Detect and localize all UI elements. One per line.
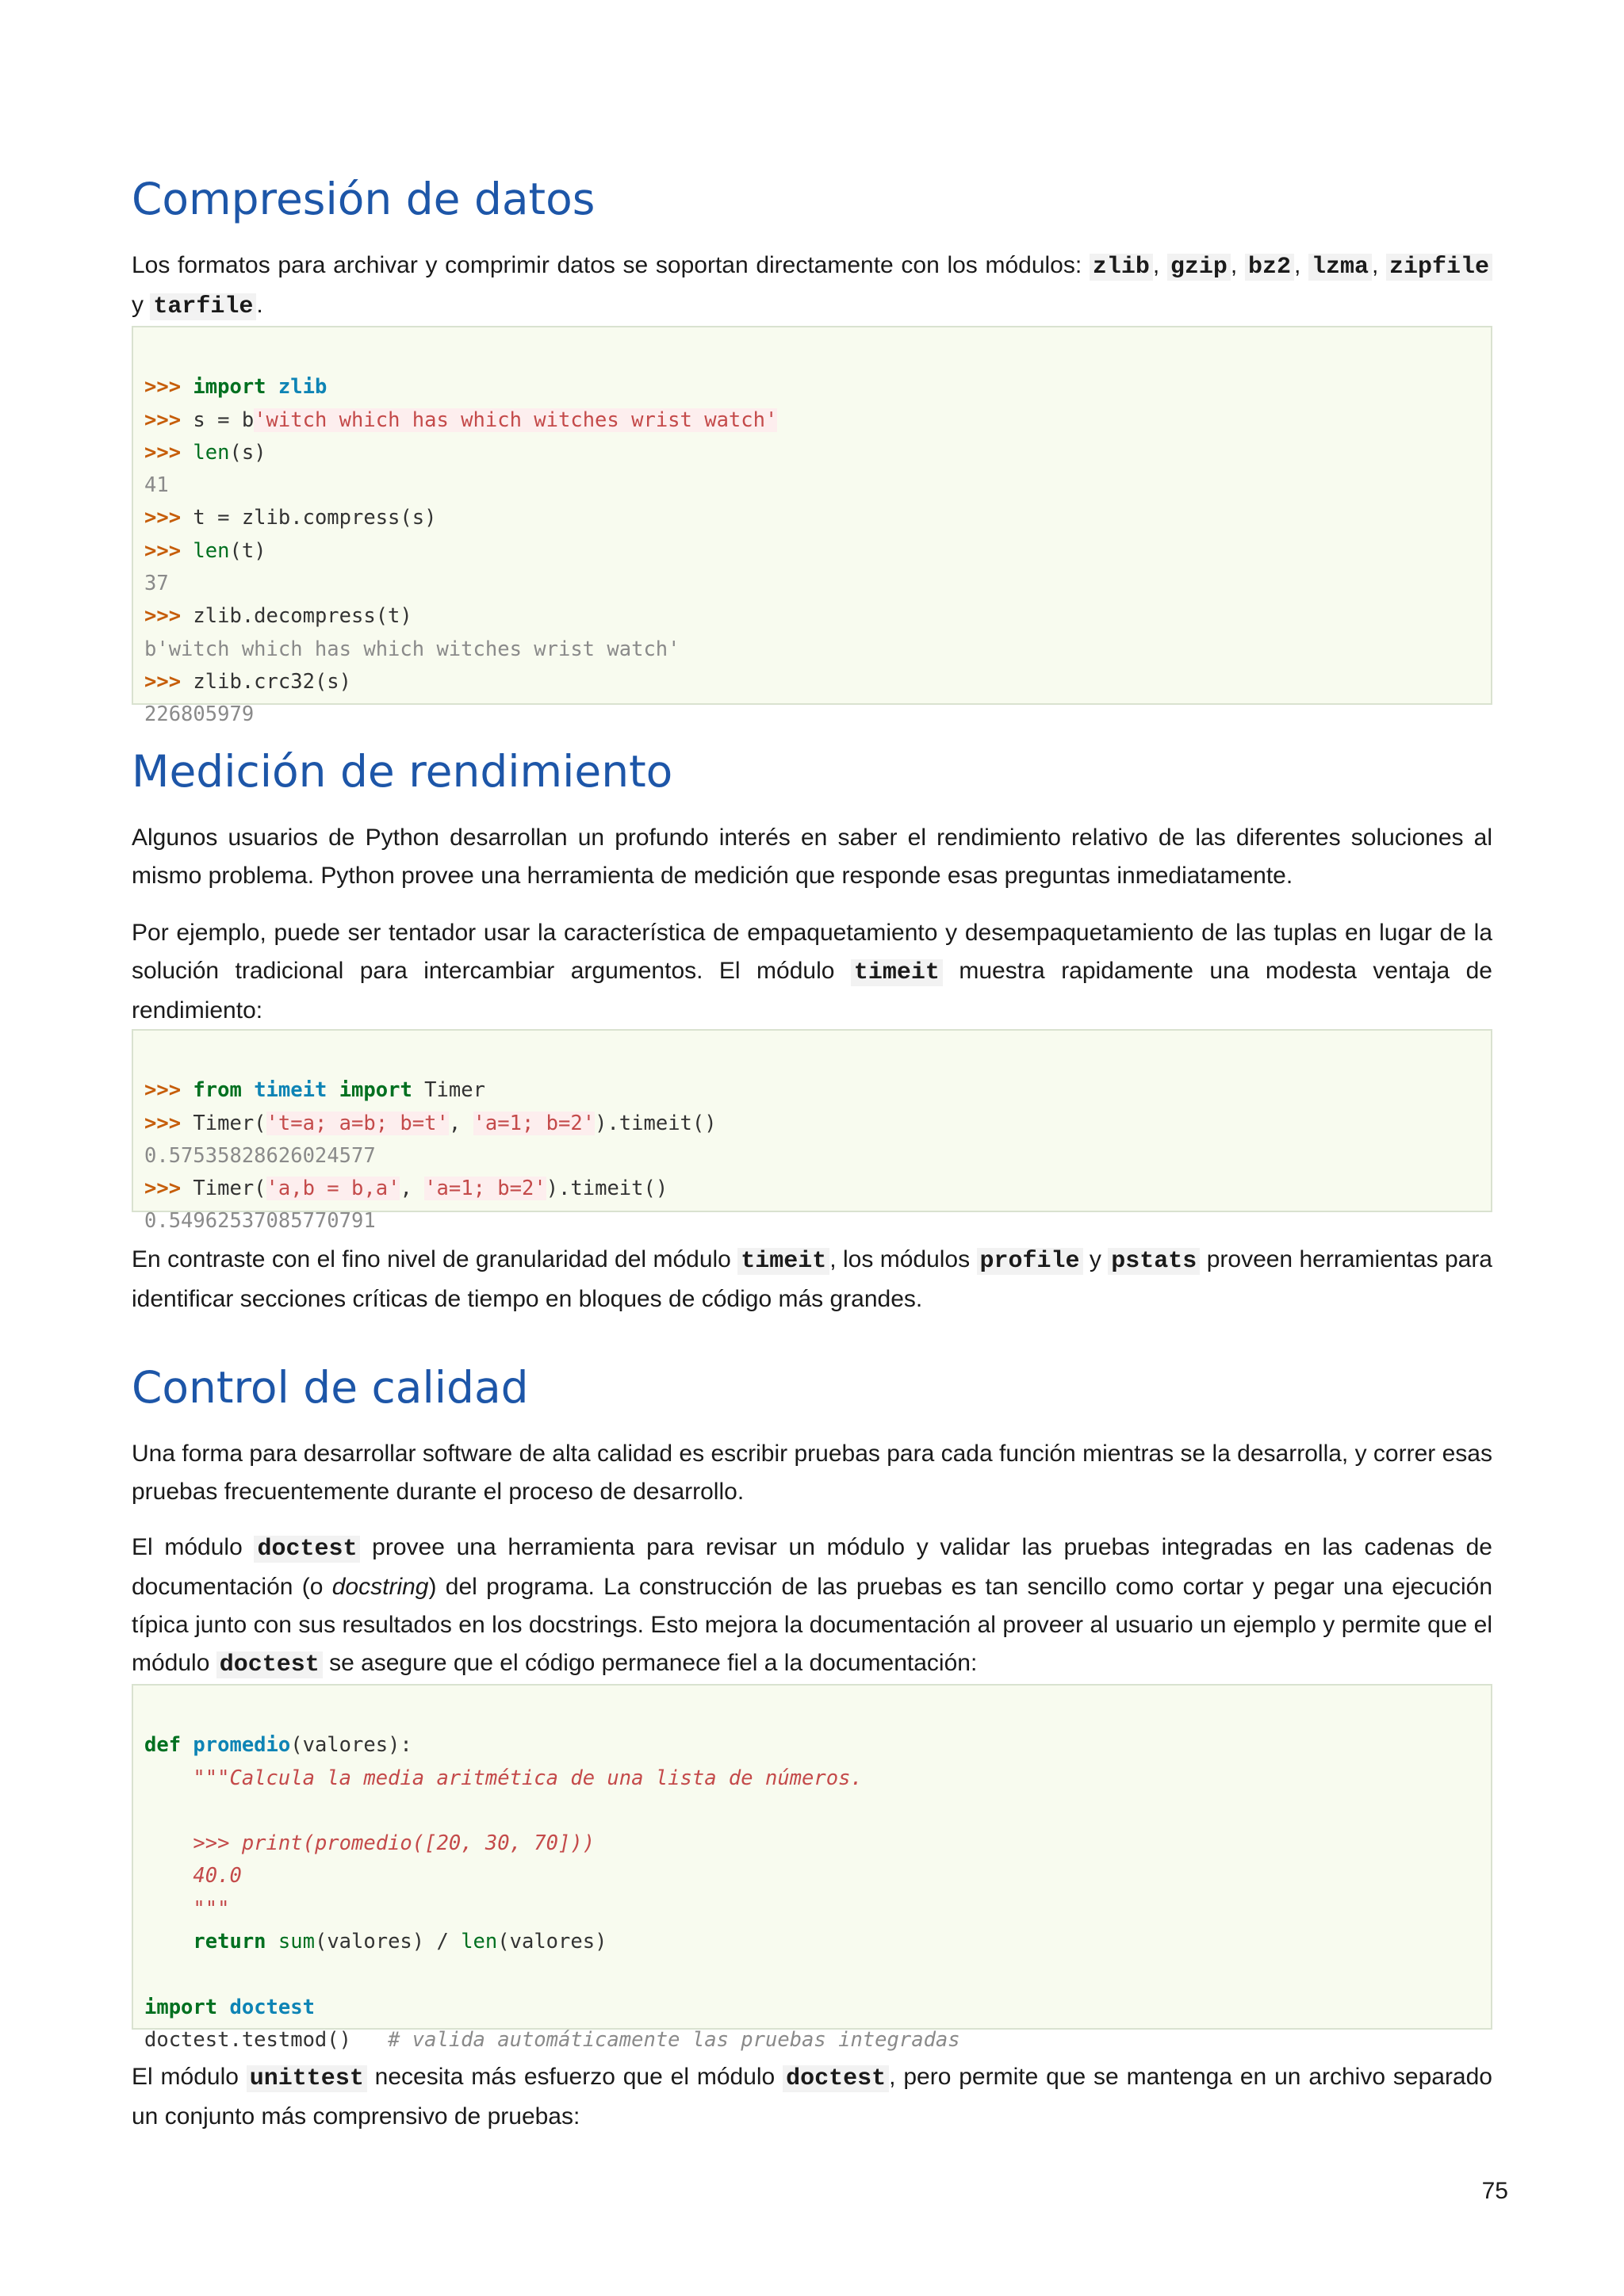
inline-code-timeit-2: timeit [737,1248,829,1275]
inline-code-bz2: bz2 [1245,254,1294,281]
inline-code-tarfile: tarfile [150,293,256,320]
inline-code-unittest: unittest [247,2065,367,2092]
section-title-medicion: Medición de rendimiento [132,746,673,797]
paragraph-medicion-1: Algunos usuarios de Python desarrollan un profundo interés en saber el rendimiento relativo de las diferentes soluciones al mismo problema. Python provee una herramienta de medición que responde esas preguntas inmediatamente. [132,825,1492,889]
paragraph-calidad-3: El módulo unittest necesita más esfuerzo que el módulo doctest , pero permite que se mantenga en un archivo separado un conjunto más comprensivo de pruebas: [132,2064,1492,2130]
paragraph-medicion-3: En contraste con el fino nivel de granularidad del módulo timeit , los módulos profile y pstats proveen herramientas para identificar secciones críticas de tiempo en bloques de código más grandes. [132,1246,1492,1312]
inline-code-gzip: gzip [1167,254,1231,281]
inline-code-doctest: doctest [254,1536,360,1563]
inline-code-doctest-2: doctest [216,1651,323,1678]
inline-code-zipfile: zipfile [1386,254,1492,281]
paragraph-calidad-1: Una forma para desarrollar software de alta calidad es escribir pruebas para cada función mientras se la desarrolla, y correr esas pruebas frecuentemente durante el proceso de desarrollo. [132,1441,1492,1505]
inline-code-timeit: timeit [851,959,943,986]
inline-code-doctest-3: doctest [783,2065,889,2092]
paragraph-compresion: Los formatos para archivar y comprimir datos se soportan directamente con los módulos: zlib , gzip , bz2 , lzma , zipfile y tarfile . [132,247,1492,326]
paragraph-medicion-2: Por ejemplo, puede ser tentador usar la característica de empaquetamiento y desempaquetamiento de las tuplas en lugar de la solución tradicional para intercambiar argumentos. El módulo timeit muestra rapidamente una modesta ventaja de rendimiento: [132,920,1492,1024]
inline-code-pstats: pstats [1108,1248,1200,1275]
code-block-timeit: >>> from timeit import Timer >>> Timer('t=a; a=b; b=t', 'a=1; b=2').timeit() 0.57535828626024577 >>> Timer('a,b = b,a', 'a=1; b=2').timeit() 0.54962537085770791 [132,1029,1492,1212]
paragraph-calidad-2: El módulo doctest provee una herramienta para revisar un módulo y validar las pruebas integradas en las cadenas de documentación (o docstring) del programa. La construcción de las pruebas es tan sencillo como cortar y pegar una ejecución típica junto con sus resultados en los docstrings. Esto mejora la documentación al proveer al usuario un ejemplo y permite que el módulo doctest se asegure que el código permanece fiel a la documentación: [132,1534,1492,1678]
page-number: 75 [1481,2178,1508,2204]
code-block-doctest: def promedio(valores): """Calcula la media aritmética de una lista de números. >>> print(promedio([20, 30, 70])) 40.0 """ return sum(valores) / len(valores) import doctest doctest.testmod() # valida automáticamente las pruebas integradas [132,1684,1492,2030]
section-title-compresion: Compresión de datos [132,174,596,224]
inline-code-zlib: zlib [1090,254,1153,281]
inline-code-lzma: lzma [1308,254,1372,281]
code-block-zlib: >>> import zlib >>> s = b'witch which has which witches wrist watch' >>> len(s) 41 >>> t = zlib.compress(s) >>> len(t) 37 >>> zlib.decompress(t) b'witch which has which witches wrist watch' >>> zlib.crc32(s) 226805979 [132,326,1492,705]
section-title-calidad: Control de calidad [132,1362,529,1413]
inline-code-profile: profile [977,1248,1083,1275]
